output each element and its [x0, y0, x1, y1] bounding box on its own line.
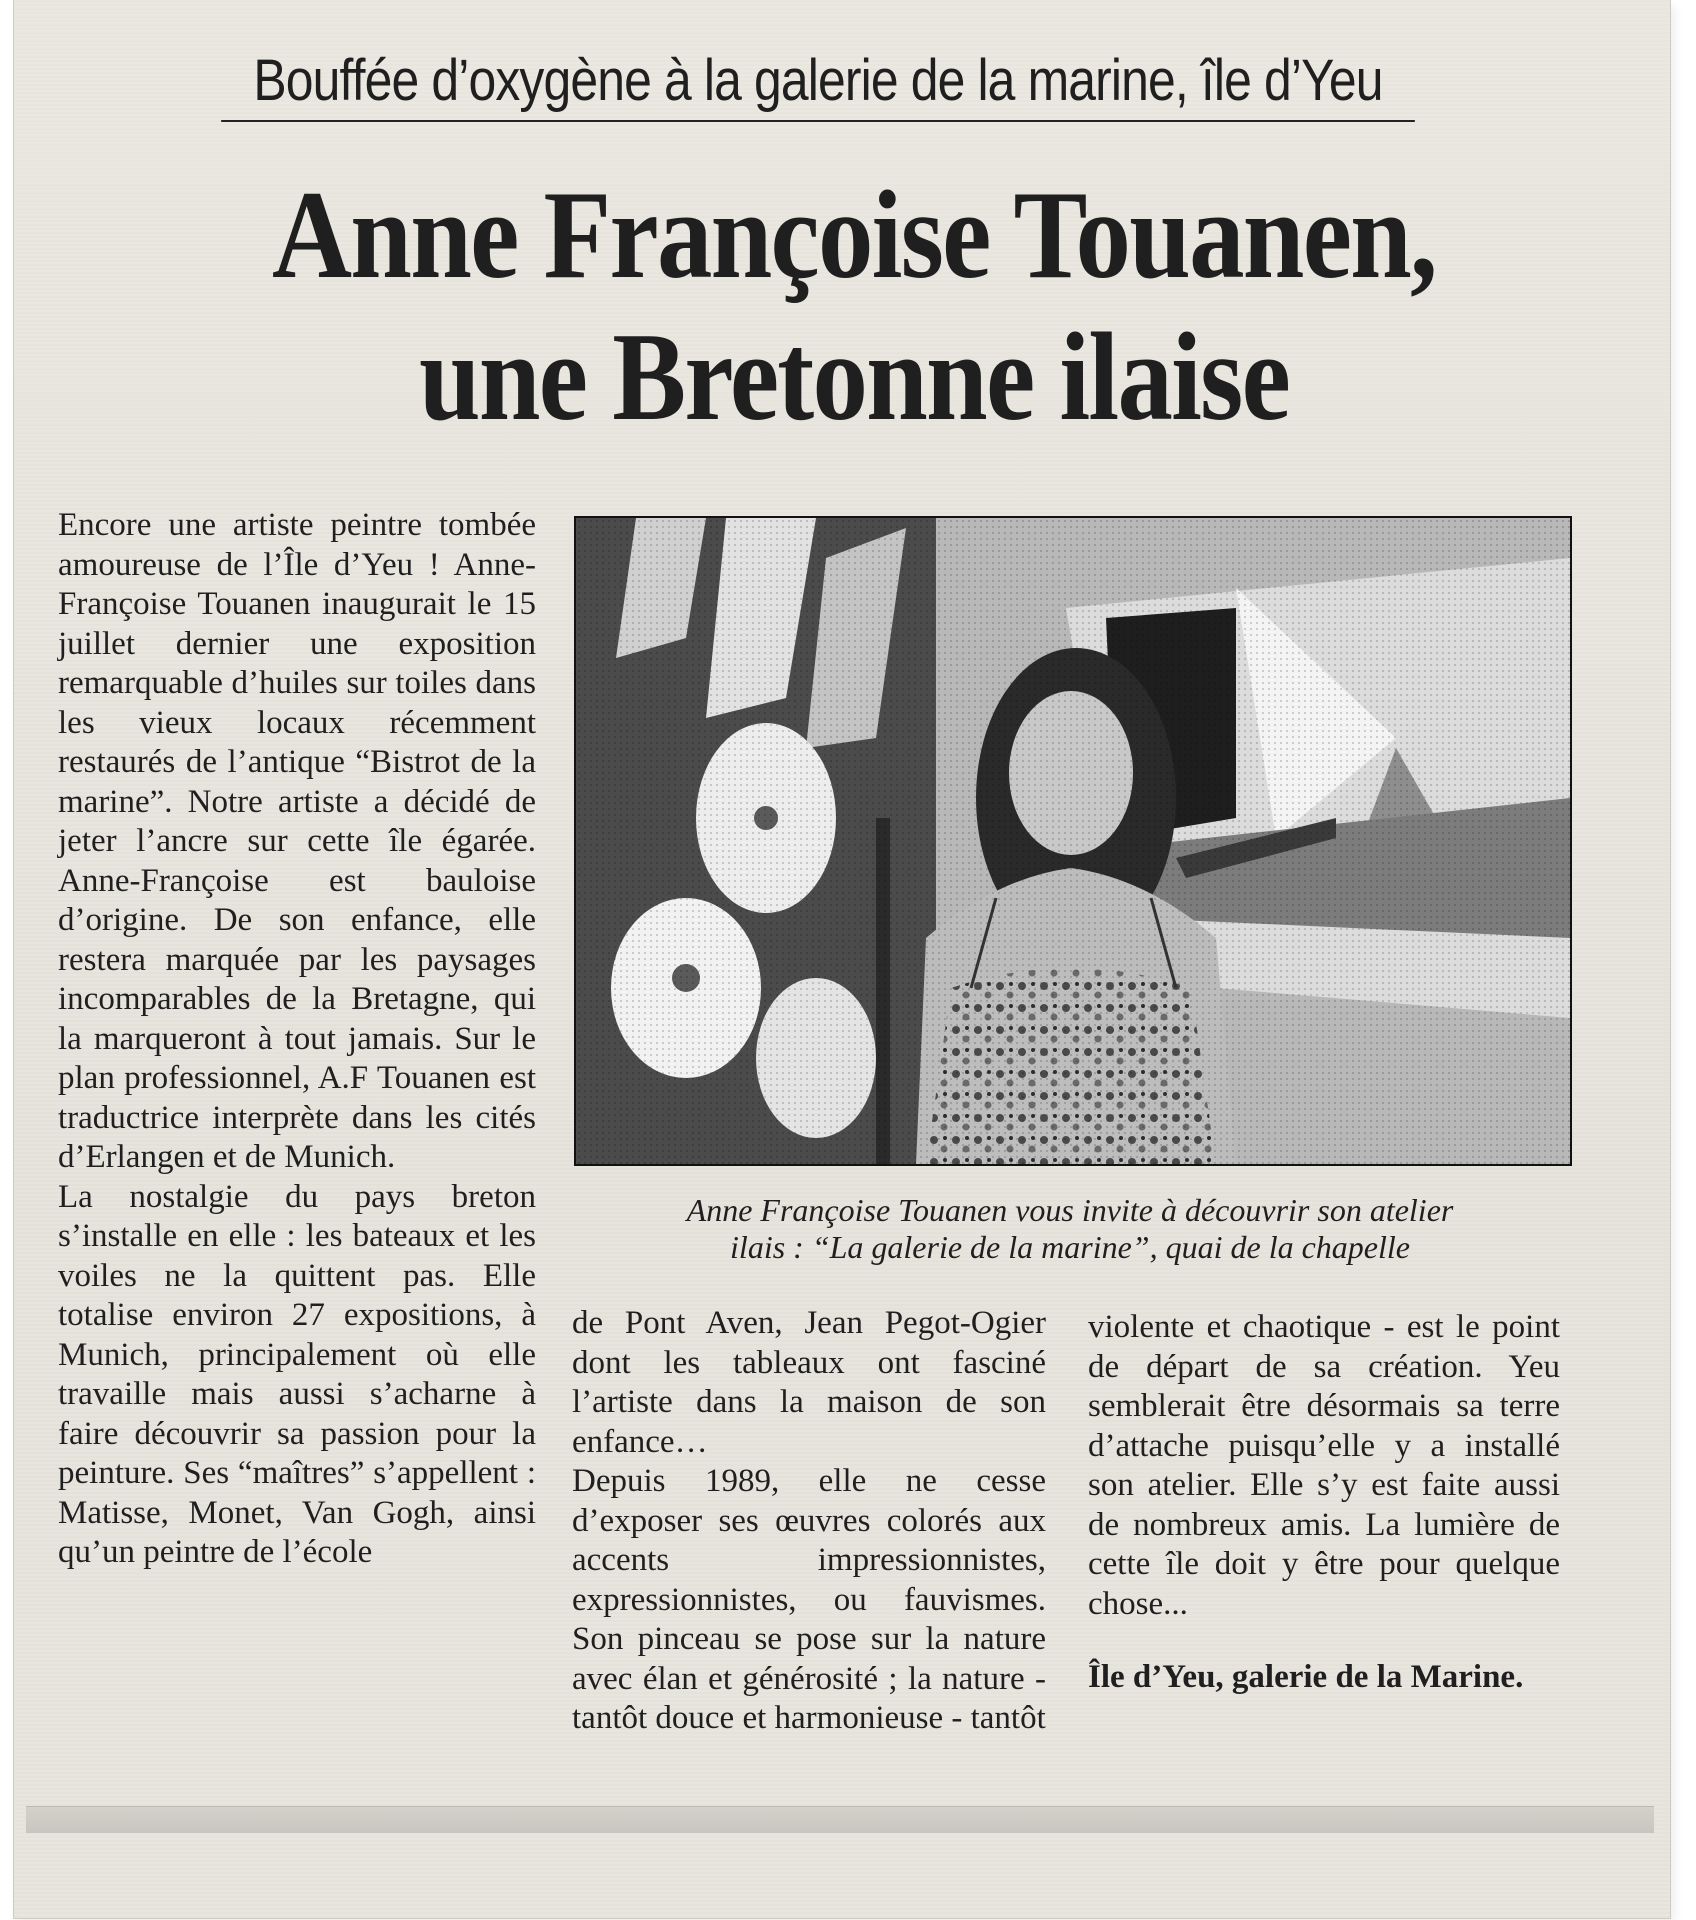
bottom-rule: [26, 1806, 1654, 1833]
article-column-3: [1088, 1308, 1560, 1698]
paragraph: La nostalgie du pays breton s’installe en elle : les bateaux et les voiles ne la quittent pas. Elle totalise environ 27 expositions, à Munich, principalement où elle travaille mais aussi s’acharne à faire découvrir sa passion pour la peinture. Ses “maîtres” s’appellent : Matisse, Monet, Van Gogh, ainsi qu’un peintre de l’école: [58, 1178, 536, 1570]
newspaper-clipping: [14, 0, 1670, 1918]
article-column-1: [58, 506, 536, 1573]
paragraph: Encore une artiste peintre tombée amoureuse de l’Île d’Yeu ! Anne-Françoise Touanen inaugurait le 15 juillet dernier une exposition remarquable d’huiles sur toiles dans les vieux locaux récemment restaurés de l’antique “Bistrot de la marine”. Notre artiste a décidé de jeter l’ancre sur cette île égarée. Anne-Françoise est bauloise d’origine. De son enfance, elle restera marquée par les paysages incomparables de la Bretagne, qui la marqueront à tout jamais. Sur le plan professionnel, A.F Touanen est traductrice interprète dans les cités d’Erlangen et de Munich.: [58, 507, 536, 1175]
photo-illustration: [576, 518, 1570, 1164]
paragraph: violente et chaotique - est le point de départ de sa création. Yeu semblerait être désormais sa terre d’attache puisqu’elle y a installé son atelier. Elle s’y est faite aussi de nombreux amis. La lumière de cette île doit y être pour quelque chose...: [1088, 1309, 1560, 1622]
kicker-headline: Bouffée d’oxygène à la galerie de la marine, île d’Yeu: [221, 42, 1415, 122]
headline-line-1: Anne Françoise Touanen,: [271, 166, 1437, 305]
photo-caption: [570, 1192, 1570, 1266]
article-column-2: [572, 1304, 1046, 1739]
paragraph: Depuis 1989, elle ne cesse d’exposer ses œuvres colorés aux accents impressionnistes, expressionnistes, ou fauvismes. Son pinceau se pose sur la nature avec élan et générosité ; la nature - tantôt douce et harmonieuse - tantôt: [572, 1463, 1046, 1736]
caption-line-2: ilais : “La galerie de la marine”, quai de la chapelle: [730, 1229, 1410, 1265]
artist-photo: [574, 516, 1572, 1166]
paragraph: de Pont Aven, Jean Pegot-Ogier dont les tableaux ont fasciné l’artiste dans la maison de son enfance…: [572, 1305, 1046, 1460]
main-headline: [150, 165, 1558, 449]
headline-line-2: une Bretonne ilaise: [418, 308, 1290, 447]
caption-line-1: Anne Françoise Touanen vous invite à découvrir son atelier: [686, 1192, 1454, 1228]
signoff: Île d’Yeu, galerie de la Marine.: [1088, 1659, 1524, 1695]
